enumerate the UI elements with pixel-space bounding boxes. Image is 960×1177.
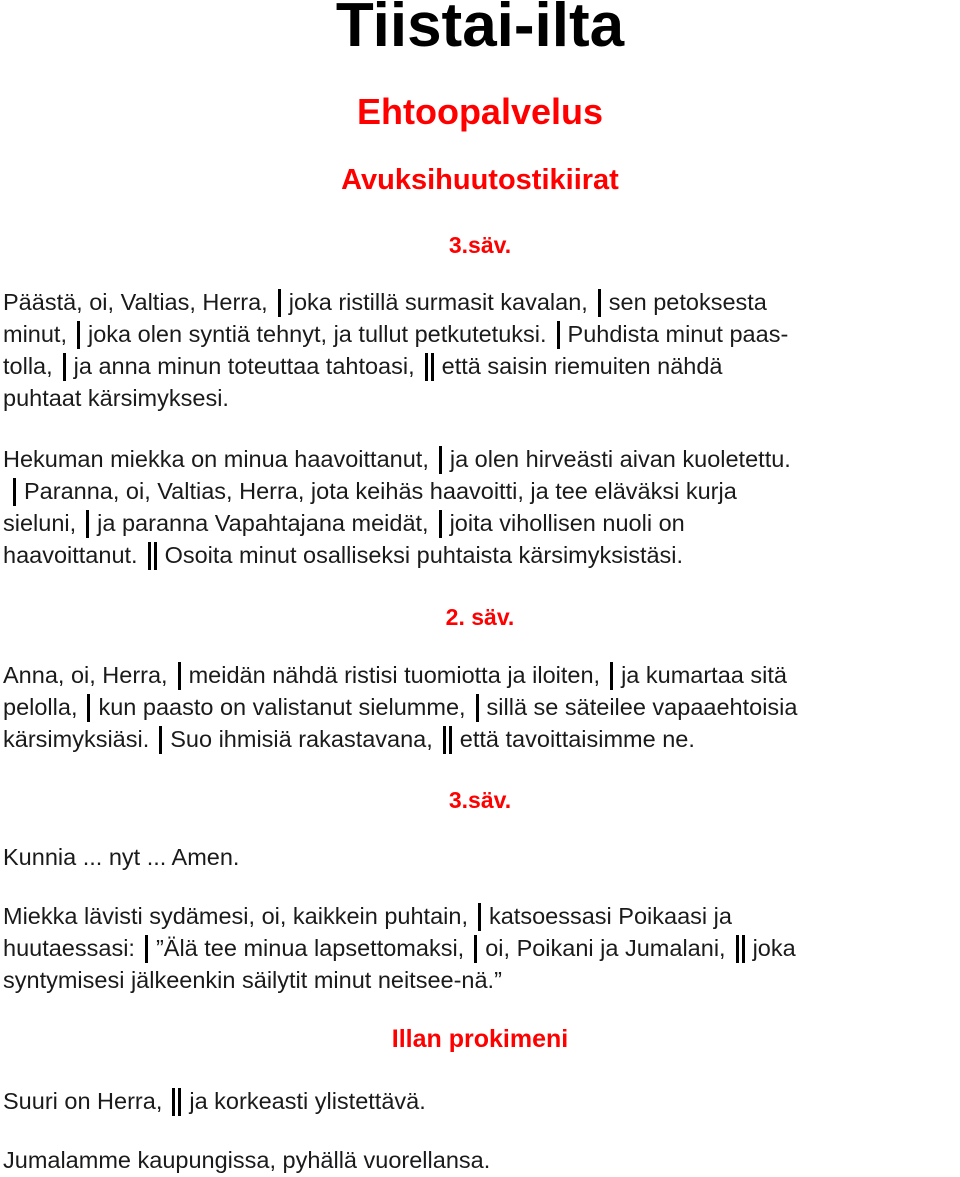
bar-separator [557,321,560,349]
bar-separator [159,726,162,754]
bar-separator [87,694,90,722]
verse-text: joita vihollisen nuoli on [449,510,685,536]
verse-line [3,318,960,350]
bar-separator [86,510,89,538]
verse-line [3,691,960,723]
verse-text: että tavoittaisimme ne. [459,726,695,752]
verse-text: Anna, oi, Herra, [3,662,168,688]
bar-separator [145,935,148,963]
verse-text: haavoittanut. [3,542,138,568]
verse-line [3,350,960,382]
verse-line [3,382,960,414]
section-heading: Avuksihuutostikiirat [341,164,619,196]
bar-separator [77,321,80,349]
verse-text: kärsimyksiäsi. [3,726,150,752]
double-bar-separator [148,542,157,570]
bar-separator [278,289,281,317]
verse-text: syntymisesi jälkeenkin säilytit minut neitsee-nä.” [3,967,502,993]
verse-text: ja paranna Vapahtajana meidät, [97,510,429,536]
verse-text: ”Älä tee minua lapsettomaksi, [155,935,465,961]
verse-text: tolla, [3,353,53,379]
verse-text: joka [752,935,796,961]
verse-line [3,286,960,318]
double-bar-separator [443,726,452,754]
prokimenon-line-1 [3,1085,426,1117]
bar-separator [178,662,181,690]
tone-label-2: 2. säv. [445,604,515,630]
bar-separator [13,478,16,506]
verse-text: ja anna minun toteuttaa tahtoasi, [73,353,415,379]
verse-text: katsoessasi Poikaasi ja [488,903,732,929]
verse-text: että saisin riemuiten nähdä [441,353,723,379]
page-title: Tiistai-ilta [335,0,625,60]
verse-text: sieluni, [3,510,77,536]
verse-line [3,507,960,539]
verse-line [3,443,960,475]
double-bar-separator [736,935,745,963]
verse-text: puhtaat kärsimyksesi. [3,385,229,411]
verse-paragraph-4 [3,900,960,996]
verse-text: kun paasto on valistanut sielumme, [98,694,466,720]
bar-separator [439,446,442,474]
service-heading: Ehtoopalvelus [356,91,604,132]
bar-separator [439,510,442,538]
verse-paragraph-1 [3,286,960,414]
tone-label-3: 3.säv. [448,787,512,813]
verse-text: pelolla, [3,694,78,720]
verse-line [3,659,960,691]
bar-separator [478,903,481,931]
verse-text: Suuri on Herra, [3,1088,163,1114]
tone-label-1: 3.säv. [448,232,512,258]
prokimenon-heading: Illan prokimeni [391,1025,569,1053]
prokimenon-line-2: Jumalamme kaupungissa, pyhällä vuorellansa. [3,1147,491,1173]
double-bar-separator [425,353,434,381]
verse-paragraph-3 [3,659,960,755]
verse-line [3,900,960,932]
verse-text: Paranna, oi, Valtias, Herra, jota keihäs haavoitti, ja tee eläväksi kurja [24,478,737,504]
verse-text: sen petoksesta [608,289,767,315]
verse-text: joka ristillä surmasit kavalan, [288,289,588,315]
verse-text: minut, [3,321,67,347]
doxology-line: Kunnia ... nyt ... Amen. [3,844,240,870]
verse-text: Osoita minut osalliseksi puhtaista kärsimyksistäsi. [164,542,684,568]
verse-text: Hekuman miekka on minua haavoittanut, [3,446,429,472]
verse-text: huutaessasi: [3,935,135,961]
verse-paragraph-2 [3,443,960,571]
verse-line [3,932,960,964]
verse-line [3,723,960,755]
verse-text: joka olen syntiä tehnyt, ja tullut petkutetuksi. [88,321,547,347]
verse-text: ja kumartaa sitä [621,662,787,688]
verse-text: sillä se säteilee vapaaehtoisia [486,694,798,720]
verse-line [3,539,960,571]
bar-separator [476,694,479,722]
verse-text: Suo ihmisiä rakastavana, [170,726,433,752]
bar-separator [610,662,613,690]
double-bar-separator [172,1088,181,1116]
verse-text: Puhdista minut paas- [567,321,789,347]
verse-text: Miekka lävisti sydämesi, oi, kaikkein puhtain, [3,903,468,929]
verse-text: meidän nähdä ristisi tuomiotta ja iloiten, [188,662,601,688]
verse-text: oi, Poikani ja Jumalani, [485,935,726,961]
bar-separator [63,353,66,381]
verse-line [3,475,960,507]
verse-text: ja olen hirveästi aivan kuoletettu. [449,446,791,472]
verse-text: ja korkeasti ylistettävä. [189,1088,426,1114]
bar-separator [598,289,601,317]
verse-text: Päästä, oi, Valtias, Herra, [3,289,268,315]
verse-line [3,964,960,996]
bar-separator [474,935,477,963]
